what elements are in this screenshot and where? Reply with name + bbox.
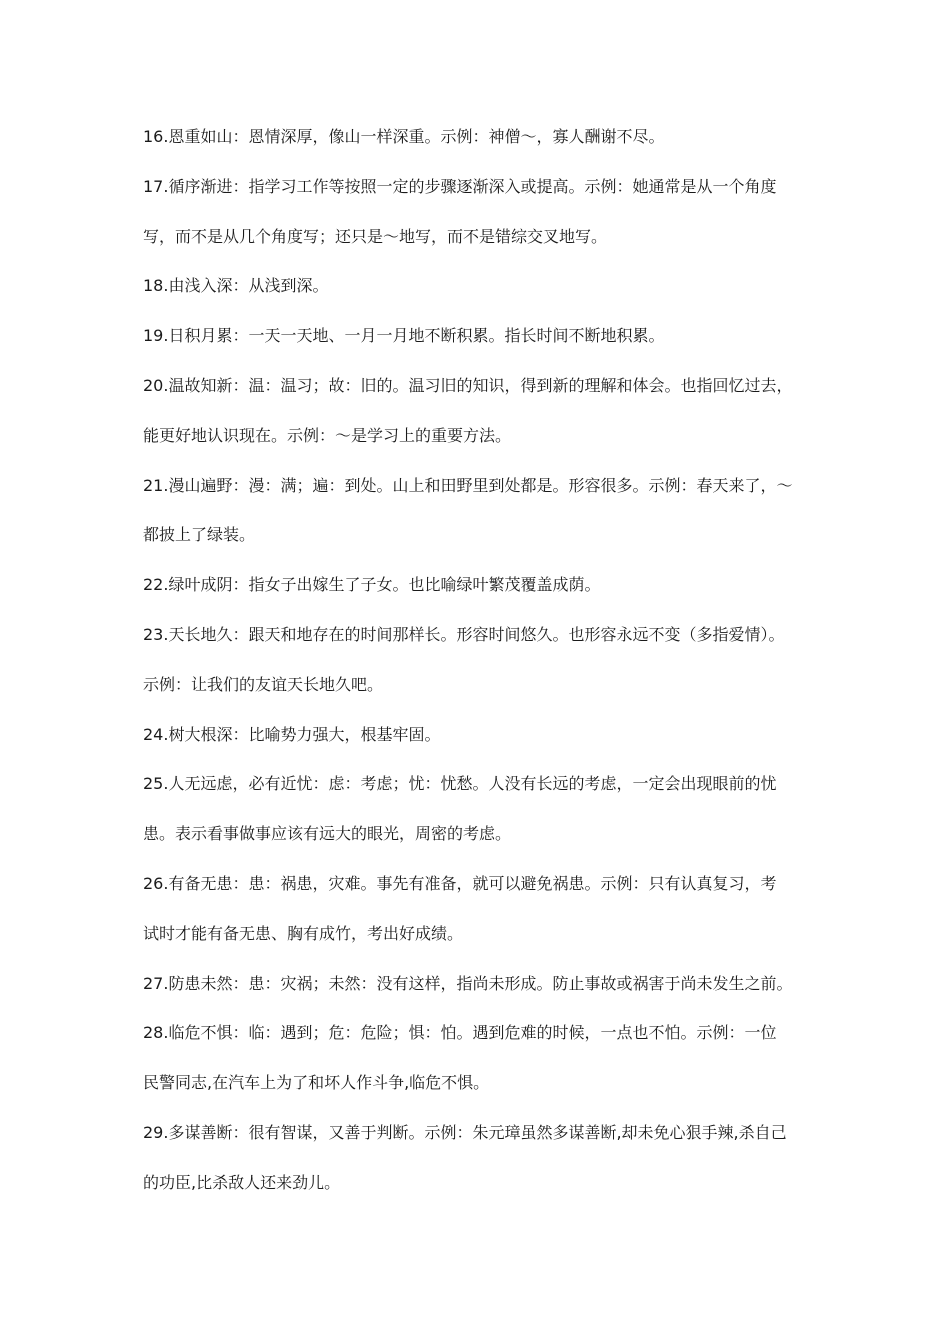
text-line: 示例：让我们的友谊天长地久吧。 (143, 674, 384, 694)
text-line: 27.防患未然：患：灾祸；未然：没有这样，指尚未形成。防止事故或祸害于尚未发生之前。 (143, 973, 793, 993)
text-line: 18.由浅入深：从浅到深。 (143, 276, 329, 296)
text-line: 的功臣,比杀敌人还来劲儿。 (143, 1172, 341, 1192)
text-line: 患。表示看事做事应该有远大的眼光，周密的考虑。 (143, 824, 512, 844)
text-line: 22.绿叶成阴：指女子出嫁生了子女。也比喻绿叶繁茂覆盖成荫。 (143, 575, 601, 595)
text-line: 24.树大根深：比喻势力强大，根基牢固。 (143, 724, 441, 744)
text-line: 19.日积月累：一天一天地、一月一月地不断积累。指长时间不断地积累。 (143, 326, 665, 346)
text-line: 25.人无远虑，必有近忧：虑：考虑；忧：忧愁。人没有长远的考虑，一定会出现眼前的忧 (143, 774, 777, 794)
text-line: 29.多谋善断：很有智谋，又善于判断。示例：朱元璋虽然多谋善断,却未免心狠手辣,杀自己 (143, 1122, 787, 1142)
text-line: 试时才能有备无患、胸有成竹，考出好成绩。 (143, 923, 464, 943)
text-line: 20.温故知新：温：温习；故：旧的。温习旧的知识，得到新的理解和体会。也指回忆过去， (143, 375, 793, 395)
text-line: 16.恩重如山：恩情深厚，像山一样深重。示例：神僧～，寡人酬谢不尽。 (143, 127, 665, 146)
text-line: 都披上了绿装。 (143, 525, 256, 545)
idiom-list (143, 123, 811, 1219)
text-line: 写，而不是从几个角度写；还只是～地写，而不是错综交叉地写。 (143, 226, 608, 246)
text-line: 26.有备无患：患：祸患，灾难。事先有准备，就可以避免祸患。示例：只有认真复习，考 (143, 873, 777, 893)
text-line: 民警同志,在汽车上为了和坏人作斗争,临危不惧。 (143, 1073, 490, 1093)
text-line: 17.循序渐进：指学习工作等按照一定的步骤逐渐深入或提高。示例：她通常是从一个角度 (143, 176, 777, 196)
text-line: 21.漫山遍野：漫：满；遍：到处。山上和田野里到处都是。形容很多。示例：春天来了，～ (143, 475, 793, 495)
text-line: 能更好地认识现在。示例：～是学习上的重要方法。 (143, 425, 512, 445)
text-line: 28.临危不惧：临：遇到；危：危险；惧：怕。遇到危难的时候，一点也不怕。示例：一位 (143, 1023, 777, 1043)
text-line: 23.天长地久：跟天和地存在的时间那样长。形容时间悠久。也形容永远不变（多指爱情）。 (143, 624, 785, 644)
